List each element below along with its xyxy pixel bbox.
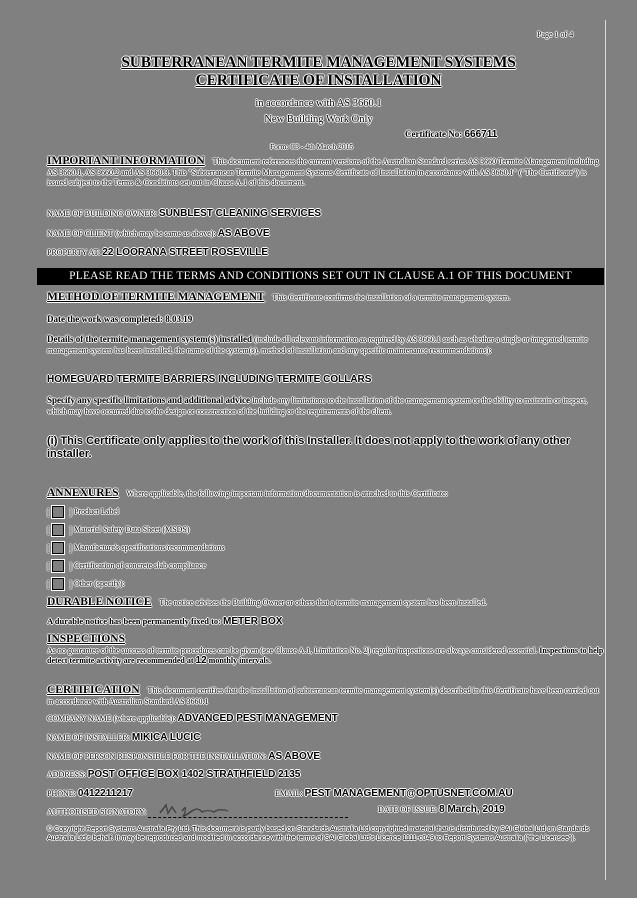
important-information-heading: IMPORTANT INFORMATION — [47, 155, 205, 167]
signatory-field — [47, 807, 607, 818]
completion-date-value: 8.03.19 — [165, 314, 193, 324]
annexure-checkbox-manufacturer-specs[interactable] — [52, 542, 64, 554]
limitations-instructions: Include any limitations to the installation of the management system or the ability to maintain or inspect, which may have occurred due to the design or construction of the building or the requirements of the client. — [47, 396, 588, 416]
inspections-interval-unit: monthly intervals. — [208, 656, 271, 665]
certification-section — [47, 685, 607, 707]
important-information-text: This document references the current versions of the Australian Standard series AS 3660 Termite Management including AS 3660.1, AS 3660.2 and AS 3660.3. This "Subterranean Termite Management Systems Certificate of Installation in accordance with AS 3660.1" ("The Certificate") is issued subject to the Terms & Conditions set out in Clause A.1 of this document. — [47, 157, 599, 187]
annexures-section — [47, 488, 607, 500]
signature-line — [148, 807, 348, 818]
durable-notice-location-field — [47, 616, 607, 628]
limitations-label: Specify any specific limitations and additional advice — [47, 395, 251, 405]
annexure-checkbox-product-label[interactable] — [52, 506, 64, 518]
installer-name-field — [47, 733, 607, 744]
durable-notice-location-value: METER BOX — [223, 616, 283, 627]
building-owner-field — [47, 209, 607, 220]
phone-value: 0412211217 — [77, 788, 133, 799]
annexure-item: [ ] Manufacture's specifications/recommendations — [47, 542, 225, 553]
durable-notice-section — [47, 597, 607, 609]
completion-date-label: Date the work was completed: — [47, 314, 163, 324]
inspections-interval-value: 12 — [195, 655, 207, 666]
document-subtitle-standard: in accordance with AS 3660.1 — [255, 98, 382, 109]
building-owner-value: SUNBLEST CLEANING SERVICES — [159, 208, 322, 219]
inspections-recommendation: Inspections to help detect termite activity are recommended at — [47, 645, 604, 665]
document-subtitle-scope: New Building Work Only — [264, 114, 373, 125]
inspections-section — [47, 634, 607, 667]
client-label: NAME OF CLIENT (which may be same as above): — [47, 229, 216, 238]
durable-notice-location-label: A durable notice has been permanently fixed to: — [47, 616, 222, 626]
method-heading: METHOD OF TERMITE MANAGEMENT — [47, 291, 265, 303]
building-owner-label: NAME OF BUILDING OWNER: — [47, 209, 157, 218]
installer-name-value: MIKICA LUCIC — [131, 732, 201, 743]
client-value: AS ABOVE — [217, 228, 270, 239]
issue-date-value: 8 March, 2019 — [439, 804, 505, 815]
annexure-item: [ ] Material Safety Data Sheet (MSDS) — [47, 524, 190, 535]
signature-icon — [158, 801, 278, 819]
page-number: Page 1 of 4 — [537, 30, 574, 39]
method-text: This Certificate confirms the installation of a termite management system. — [272, 293, 511, 302]
annexure-item: [ ] Certification of concrete slab compliance — [47, 560, 206, 571]
inspections-heading: INSPECTIONS — [47, 633, 125, 645]
address-label: ADDRESS: — [47, 770, 86, 779]
annexure-item: [ ] Product Label — [47, 506, 120, 517]
method-section — [47, 292, 607, 304]
certificate-number-label: Certificate No: — [405, 129, 463, 139]
certification-text: This document certifies that the installation of subterranean termite management system(s) described in this Certificate have been carried out in accordance with Australian Standard AS 3660.1 — [47, 686, 599, 706]
email-label: EMAIL: — [275, 789, 303, 798]
annexure-item: [ ] Other (specify): — [47, 578, 125, 589]
annexure-label: Product Label — [74, 506, 120, 516]
annexure-label: Other (specify): — [74, 578, 125, 588]
system-details-label: Details of the termite management system(s) installed — [47, 334, 252, 344]
system-details-value-row — [47, 375, 607, 386]
form-version: Form: C3 - 4th March 2015 — [270, 142, 354, 151]
annexure-checkbox-slab-compliance[interactable] — [52, 560, 64, 572]
important-information-section — [47, 156, 607, 189]
property-value: 22 LOORANA STREET ROSEVILLE — [102, 247, 269, 258]
terms-banner: PLEASE READ THE TERMS AND CONDITIONS SET OUT IN CLAUSE A.1 OF THIS DOCUMENT — [37, 268, 604, 285]
annexure-label: Certification of concrete slab compliance — [74, 560, 206, 570]
annexures-text: Where applicable, the following important information/documentation is attached to this Certificate: — [126, 489, 448, 498]
annexure-checkbox-msds[interactable] — [52, 524, 64, 536]
company-name-value: ADVANCED PEST MANAGEMENT — [177, 713, 338, 724]
limitations-field — [47, 395, 607, 417]
completion-date-field — [47, 314, 607, 325]
installer-name-label: NAME OF INSTALLER: — [47, 733, 130, 742]
document-title-line2: CERTIFICATE OF INSTALLATION — [195, 72, 442, 89]
certificate-number-value: 666711 — [464, 129, 498, 140]
phone-label: PHONE: — [47, 789, 76, 798]
company-name-field — [47, 714, 607, 725]
annexure-checkbox-other[interactable] — [52, 578, 64, 590]
annexures-list — [47, 503, 607, 593]
address-value: POST OFFICE BOX 1402 STRATHFIELD 2135 — [87, 769, 301, 780]
limitations-value: (i) This Certificate only applies to the work of this Installer. It does not apply to the work of any other installer. — [47, 435, 571, 460]
annexure-label: Manufacture's specifications/recommendations — [74, 542, 225, 552]
issue-date-label: DATE OF ISSUE: — [378, 805, 438, 814]
inspections-text: As no guarantee of the success of termite procedures can be given (see Clause A.1, Limitation No. 2) regular inspections are always considered essential. — [47, 645, 538, 655]
issue-date-field — [378, 805, 505, 816]
system-details-value: HOMEGUARD TERMITE BARRIERS INCLUDING TERMITE COLLARS — [47, 374, 372, 385]
durable-notice-heading: DURABLE NOTICE — [47, 596, 152, 608]
system-details-instructions: (include all relevant information as required by AS 3660.1 such as whether a single or integrated termite management system has been installed, the name of the system(s), method of installation and any specific maintenance recommendations): — [47, 335, 588, 355]
email-field — [275, 789, 513, 800]
system-details-field — [47, 334, 607, 356]
copyright-notice: © Copyright Report Systems Australia Pty Ltd. This document is partly based on Standards Australia Ltd copyrighted material that is distributed by SAI Global Ltd on Standards Australia Ltd's behalf. It may be reproduced and modified in accordance with the terms of SAI Global Ltd's Licence 1111-c049 to Report Systems Australia ("the Licensee"). — [47, 826, 589, 842]
responsible-person-value: AS ABOVE — [268, 751, 321, 762]
annexures-heading: ANNEXURES — [47, 487, 119, 499]
durable-notice-text: The notice advises the Building Owner or others that a termite management system has been installed. — [159, 598, 487, 607]
document-title-line1: SUBTERRANEAN TERMITE MANAGEMENT SYSTEMS — [121, 54, 516, 71]
certificate-number — [405, 129, 497, 140]
email-value: PEST MANAGEMENT@OPTUSNET.COM.AU — [304, 788, 513, 799]
address-field — [47, 770, 607, 781]
certification-heading: CERTIFICATION — [47, 684, 140, 696]
property-field — [47, 248, 607, 259]
client-field — [47, 229, 607, 240]
responsible-person-label: NAME OF PERSON RESPONSIBLE FOR THE INSTALLATION: — [47, 752, 267, 761]
property-label: PROPERTY AT: — [47, 248, 101, 257]
company-name-label: COMPANY NAME (where applicable): — [47, 714, 176, 723]
responsible-person-field — [47, 752, 607, 763]
annexure-label: Material Safety Data Sheet (MSDS) — [74, 524, 190, 534]
signatory-label: AUTHORISED SIGNATORY: — [47, 807, 147, 817]
